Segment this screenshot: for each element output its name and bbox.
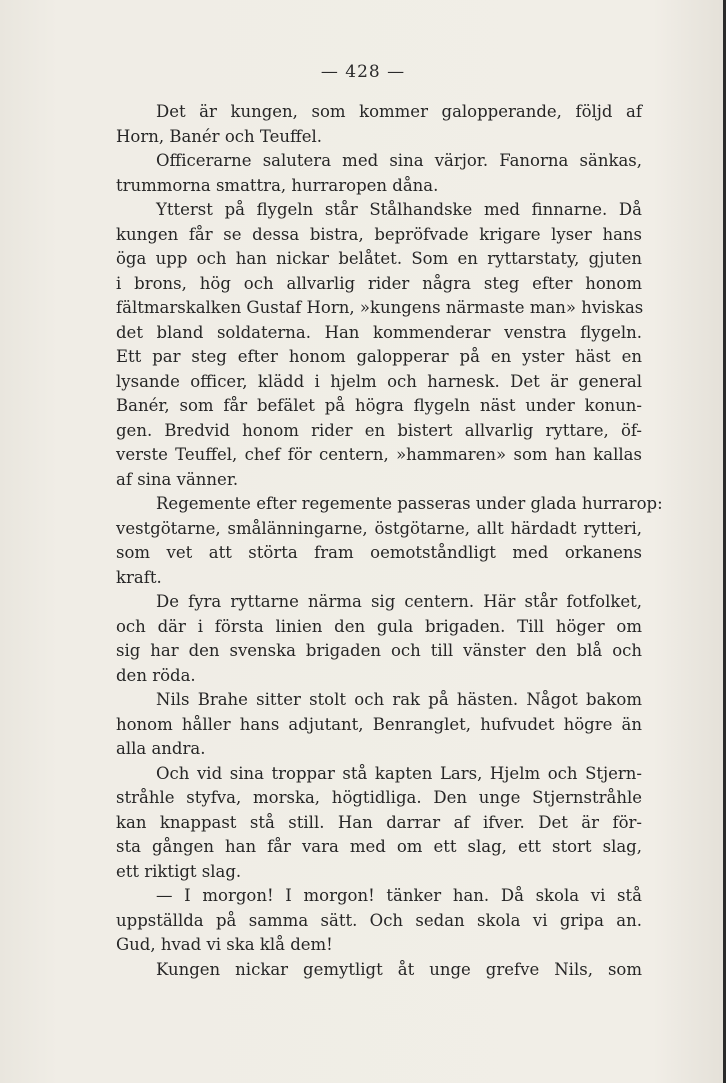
text-line: af sina vänner. [116,469,239,489]
text-line: ett riktigt slag. [116,861,242,881]
text-line: honom håller hans adjutant, Benranglet, hufvudet högre än [116,714,642,734]
text-line: som vet att störta fram oemotståndligt med orkanens [116,543,642,562]
text-line: Ett par steg efter honom galopperar på en yster häst en [116,347,642,366]
text-line: kan knappast stå still. Han darrar af ifver. Det är för- [116,812,642,832]
text-line: Och vid sina troppar stå kapten Lars, Hjelm och Stjern- [156,763,642,783]
text-line: fältmarskalken Gustaf Horn, »kungens närmaste man» hviskas [116,298,644,317]
text-line: Officerarne salutera med sina värjor. Fanorna sänkas, [156,151,642,170]
text-line: uppställda på samma sätt. Och sedan skola vi gripa an. [116,910,642,930]
text-line: Nils Brahe sitter stolt och rak på hästen. Något bakom [156,690,642,709]
text-line: gen. Bredvid honom rider en bistert allvarlig ryttare, öf- [116,420,642,440]
text-line: Regemente efter regemente passeras under glada hurrarop: [156,494,663,513]
text-line: Horn, Banér och Teuffel. [116,126,322,146]
text-line: stråhle styfva, morska, högtidliga. Den unge Stjernstråhle [116,788,642,807]
text-line: och där i första linien den gula brigaden. Till höger om [116,616,642,636]
text-line: sta gången han får vara med om ett slag, ett stort slag, [116,837,642,856]
text-line: De fyra ryttarne närma sig centern. Här står fotfolket, [156,592,642,611]
text-line: kungen får se dessa bistra, bepröfvade krigare lyser hans [116,224,642,244]
text-line: sig har den svenska brigaden och till vänster den blå och [116,641,642,660]
text-line: Det är kungen, som kommer galopperande, följd af [156,102,642,121]
text-line: Ytterst på flygeln står Stålhandske med finnarne. Då [156,200,642,219]
body-text [116,100,663,982]
text-line: trummorna smattra, hurraropen dåna. [116,175,439,195]
text-line: Gud, hvad vi ska klå dem! [116,935,333,954]
text-line: verste Teuffel, chef för centern, »hammaren» som han kallas [116,445,642,464]
page-number: — 428 — [320,62,406,82]
text-line: lysande officer, klädd i hjelm och harnesk. Det är general [116,371,642,391]
text-line: den röda. [116,665,196,685]
text-line: alla andra. [116,739,206,758]
text-line: — I morgon! I morgon! tänker han. Då skola vi stå [156,886,642,905]
text-line: vestgötarne, smålänningarne, östgötarne, allt härdadt rytteri, [116,518,642,538]
text-line: Banér, som får befälet på högra flygeln näst under konun- [116,396,642,415]
text-line: det bland soldaterna. Han kommenderar venstra flygeln. [116,322,642,342]
text-line: kraft. [116,567,162,587]
text-line: Kungen nickar gemytligt åt unge grefve Nils, som [156,959,642,979]
text-line: i brons, hög och allvarlig rider några steg efter honom [116,273,642,293]
text-line: öga upp och han nickar belåtet. Som en ryttarstaty, gjuten [116,249,642,268]
